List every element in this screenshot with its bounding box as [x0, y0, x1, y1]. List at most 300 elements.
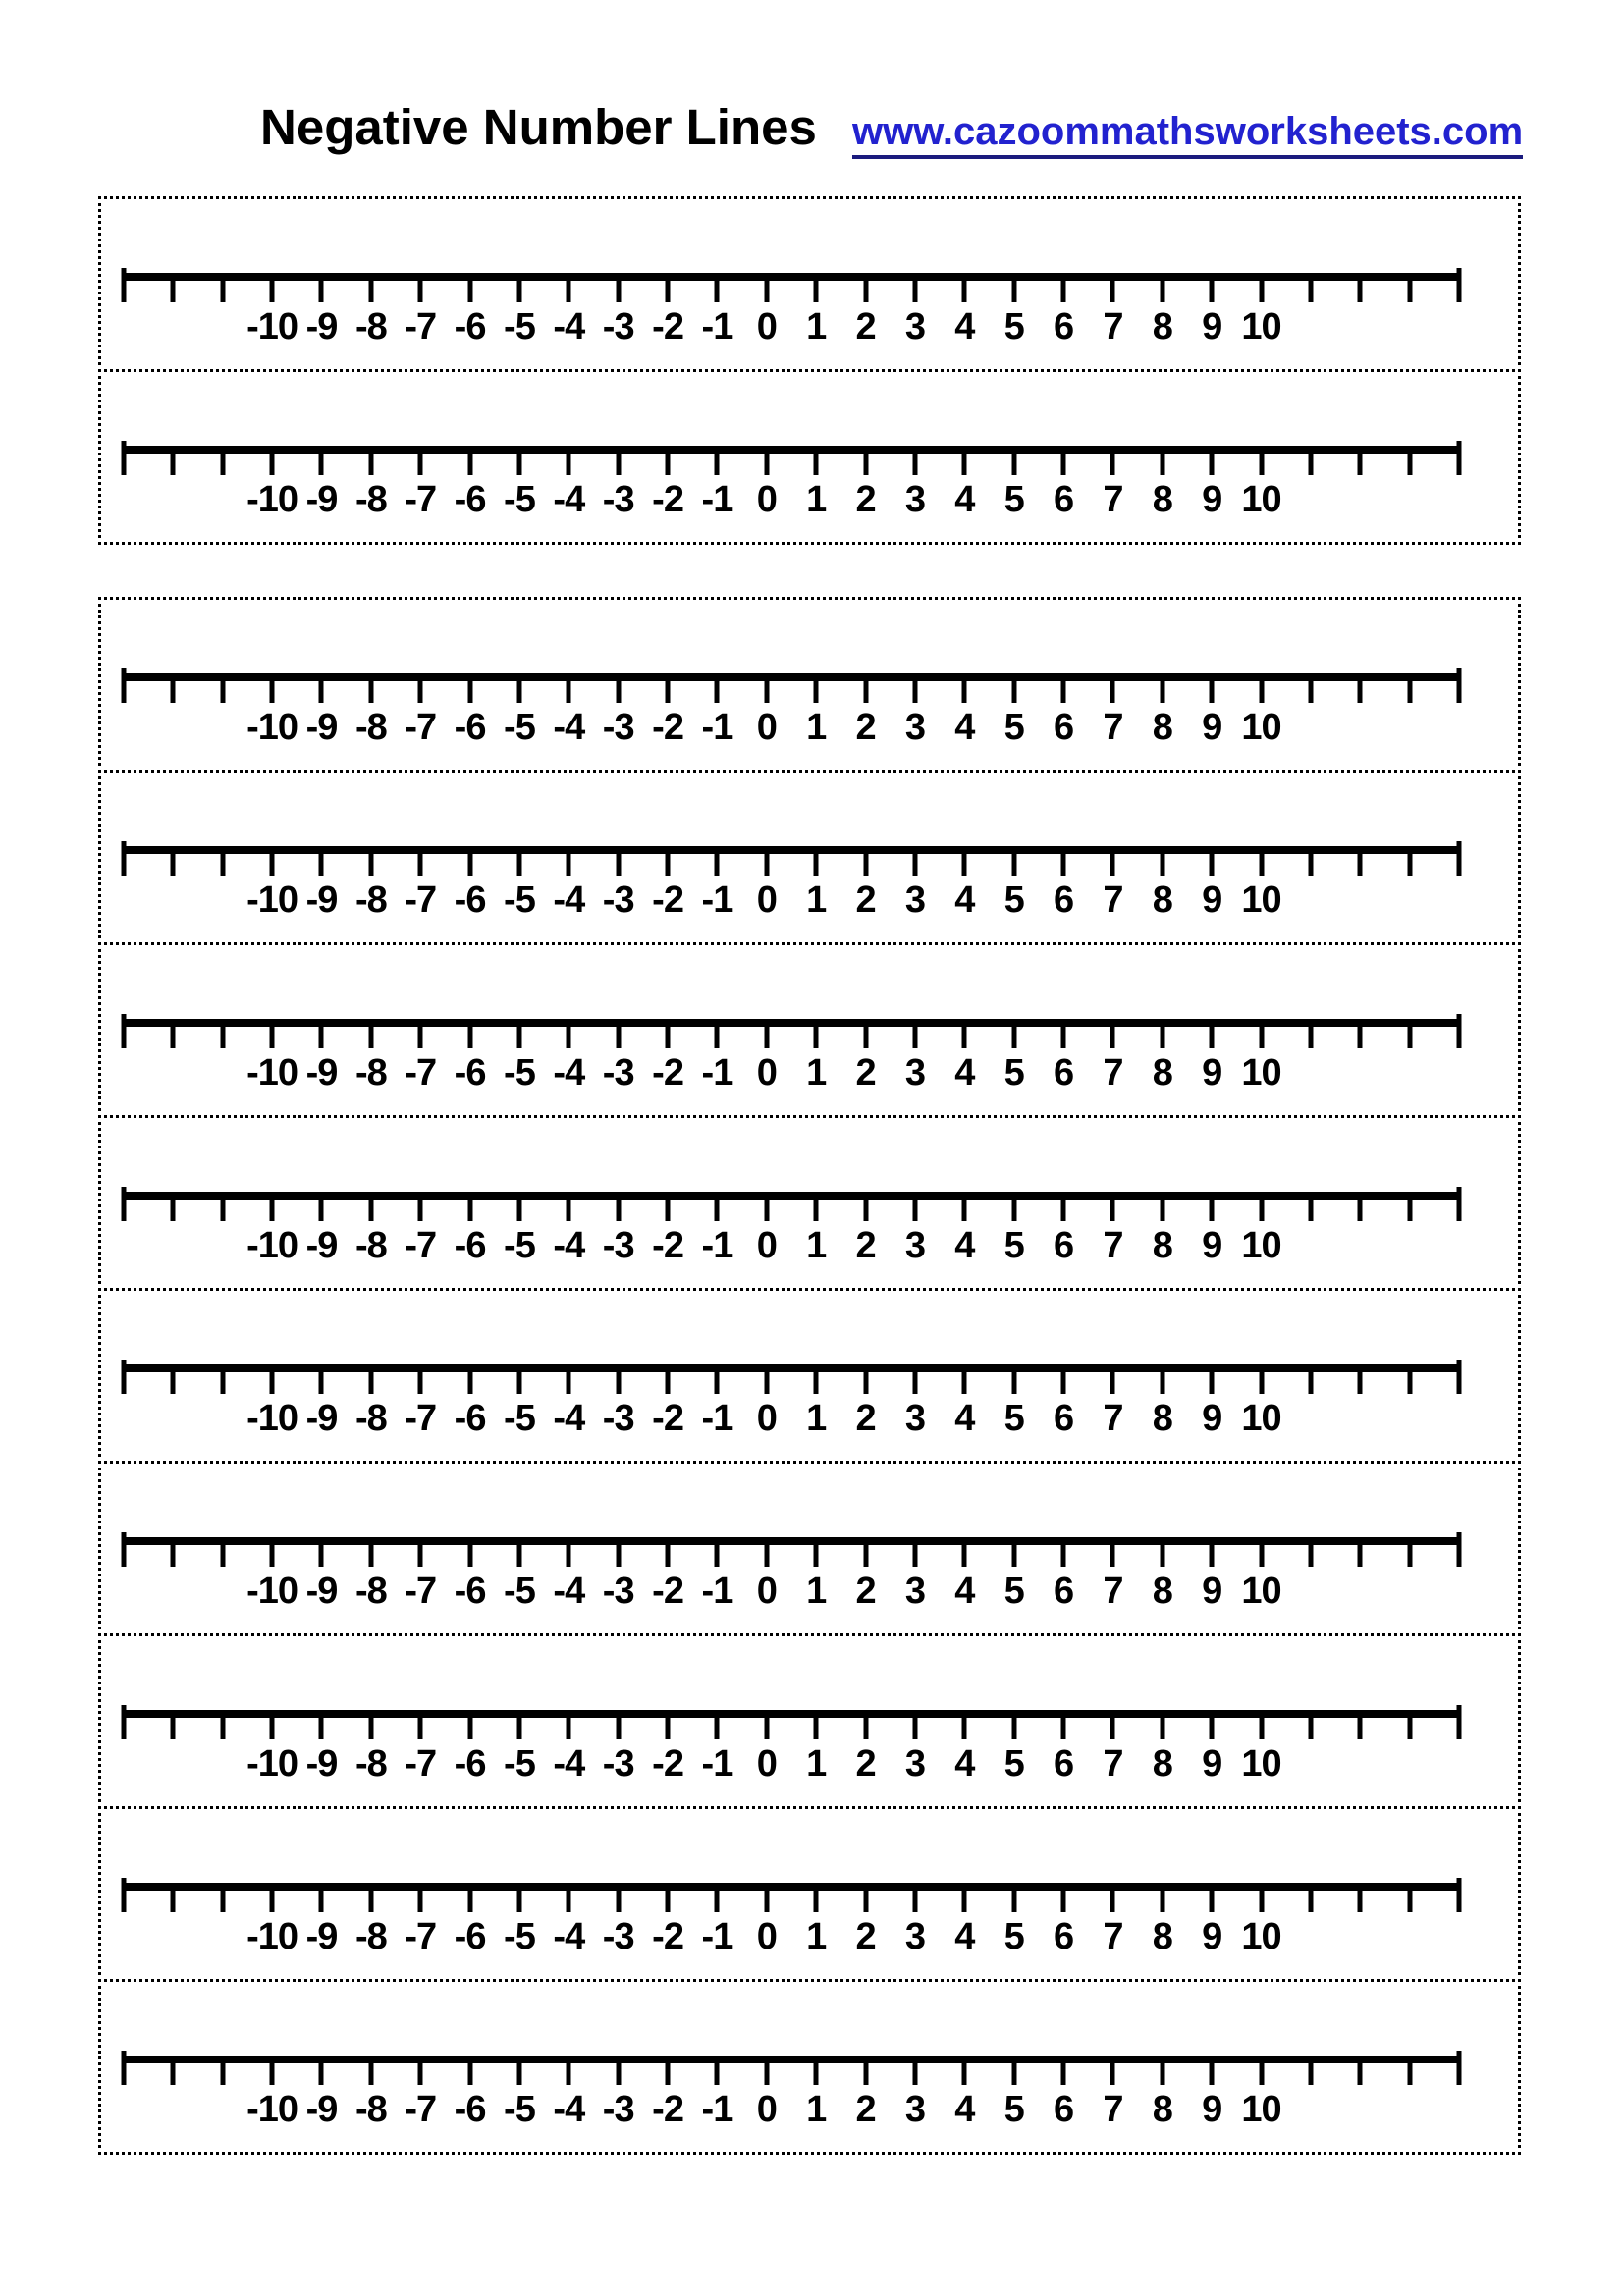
tick-mark: [715, 1883, 720, 1912]
tick-mark: [567, 1710, 571, 1739]
tick-mark: [220, 673, 225, 703]
tick-mark: [1457, 1705, 1462, 1739]
tick-mark: [666, 2056, 671, 2085]
tick-mark: [1259, 1364, 1264, 1394]
tick-label: 10: [1241, 1052, 1281, 1094]
tick-mark: [1407, 273, 1412, 302]
tick-mark: [467, 1019, 472, 1048]
tick-label: 3: [904, 306, 925, 347]
tick-mark: [863, 273, 868, 302]
tick-label: -5: [504, 1052, 535, 1094]
tick-label: 9: [1202, 1743, 1222, 1785]
tick-label: -9: [305, 2089, 338, 2130]
numberline-box: [98, 1461, 1521, 1636]
tick-mark: [220, 446, 225, 475]
tick-label: 2: [855, 1398, 876, 1439]
tick-mark: [1407, 1192, 1412, 1221]
tick-label: 8: [1152, 1225, 1172, 1266]
tick-mark: [1358, 273, 1363, 302]
tick-mark: [616, 1537, 621, 1567]
tick-mark: [319, 1019, 324, 1048]
tick-mark: [270, 1537, 275, 1567]
tick-mark: [1407, 1710, 1412, 1739]
tick-label: -1: [701, 1743, 733, 1785]
tick-mark: [715, 1364, 720, 1394]
tick-mark: [1308, 1019, 1313, 1048]
tick-label: -8: [354, 880, 387, 921]
tick-label: 1: [806, 707, 827, 748]
tick-mark: [516, 673, 521, 703]
tick-mark: [1259, 1883, 1264, 1912]
tick-mark: [270, 1019, 275, 1048]
tick-mark: [171, 1537, 176, 1567]
tick-mark: [715, 1537, 720, 1567]
tick-label: 7: [1103, 1743, 1123, 1785]
tick-label: 8: [1152, 1571, 1172, 1612]
tick-mark: [171, 2056, 176, 2085]
tick-mark: [764, 846, 769, 876]
tick-mark: [814, 673, 819, 703]
tick-mark: [1160, 1710, 1164, 1739]
tick-label: 4: [954, 1571, 975, 1612]
tick-mark: [912, 2056, 917, 2085]
tick-mark: [171, 846, 176, 876]
tick-mark: [418, 673, 423, 703]
tick-label: -6: [454, 479, 486, 520]
tick-label: -3: [602, 2089, 634, 2130]
tick-mark: [1160, 1883, 1164, 1912]
tick-mark: [1407, 2056, 1412, 2085]
tick-mark: [1358, 673, 1363, 703]
tick-mark: [666, 1883, 671, 1912]
number-line: [124, 666, 1459, 754]
tick-label: 4: [954, 306, 975, 347]
tick-label: -4: [553, 880, 585, 921]
tick-mark: [666, 1364, 671, 1394]
tick-label: -8: [354, 479, 387, 520]
tick-label: -3: [602, 880, 634, 921]
tick-label: 2: [855, 1052, 876, 1094]
tick-mark: [1061, 446, 1066, 475]
tick-mark: [666, 673, 671, 703]
tick-label: -8: [354, 306, 387, 347]
tick-label: 4: [954, 479, 975, 520]
tick-label: 5: [1003, 1916, 1024, 1957]
tick-mark: [764, 673, 769, 703]
tick-label: -4: [553, 479, 585, 520]
tick-mark: [171, 1192, 176, 1221]
tick-label: 3: [904, 1916, 925, 1957]
tick-mark: [764, 1537, 769, 1567]
tick-label: -4: [553, 707, 585, 748]
tick-mark: [220, 1019, 225, 1048]
tick-label: 5: [1003, 1225, 1024, 1266]
tick-mark: [863, 673, 868, 703]
tick-mark: [715, 273, 720, 302]
tick-mark: [1308, 673, 1313, 703]
tick-label: -7: [405, 479, 437, 520]
numberline-box: [98, 1115, 1521, 1291]
tick-label: 6: [1053, 479, 1074, 520]
tick-label: -9: [305, 707, 338, 748]
tick-mark: [220, 1537, 225, 1567]
tick-label: 9: [1202, 1398, 1222, 1439]
tick-label: 1: [806, 1571, 827, 1612]
tick-label: -10: [246, 1398, 298, 1439]
tick-mark: [418, 846, 423, 876]
tick-mark: [1011, 1019, 1016, 1048]
tick-label: -1: [701, 1916, 733, 1957]
tick-label: 5: [1003, 1398, 1024, 1439]
tick-label: 4: [954, 1225, 975, 1266]
tick-mark: [1358, 1019, 1363, 1048]
tick-mark: [616, 673, 621, 703]
tick-label: -10: [246, 1052, 298, 1094]
tick-mark: [962, 1710, 967, 1739]
tick-mark: [171, 1364, 176, 1394]
tick-mark: [171, 1883, 176, 1912]
tick-label: -1: [701, 479, 733, 520]
tick-mark: [220, 273, 225, 302]
tick-label: -1: [701, 707, 733, 748]
tick-label: 10: [1241, 1916, 1281, 1957]
tick-label: -4: [553, 306, 585, 347]
tick-mark: [1061, 1537, 1066, 1567]
tick-label: -8: [354, 1398, 387, 1439]
tick-mark: [1358, 1537, 1363, 1567]
tick-label: 2: [855, 1571, 876, 1612]
tick-mark: [814, 846, 819, 876]
tick-mark: [764, 1192, 769, 1221]
tick-mark: [1160, 1019, 1164, 1048]
tick-mark: [1210, 273, 1215, 302]
tick-label: -6: [454, 707, 486, 748]
tick-mark: [516, 1537, 521, 1567]
tick-mark: [715, 1019, 720, 1048]
tick-mark: [171, 446, 176, 475]
tick-mark: [567, 1537, 571, 1567]
tick-mark: [270, 1192, 275, 1221]
tick-mark: [171, 673, 176, 703]
tick-label: 0: [756, 2089, 777, 2130]
tick-mark: [220, 846, 225, 876]
tick-label: -3: [602, 479, 634, 520]
tick-mark: [764, 1364, 769, 1394]
tick-mark: [715, 446, 720, 475]
tick-mark: [715, 1192, 720, 1221]
tick-mark: [1308, 1364, 1313, 1394]
tick-label: 8: [1152, 1743, 1172, 1785]
tick-label: -5: [504, 1225, 535, 1266]
tick-label: -9: [305, 1571, 338, 1612]
tick-mark: [814, 1710, 819, 1739]
tick-label: -3: [602, 306, 634, 347]
tick-mark: [1407, 1364, 1412, 1394]
tick-label: -10: [246, 1743, 298, 1785]
tick-label: 7: [1103, 306, 1123, 347]
tick-mark: [1160, 846, 1164, 876]
tick-label: -5: [504, 1398, 535, 1439]
tick-mark: [912, 1537, 917, 1567]
numberline-box: [98, 1979, 1521, 2155]
tick-label: -5: [504, 707, 535, 748]
tick-mark: [814, 1537, 819, 1567]
tick-label: 10: [1241, 707, 1281, 748]
tick-mark: [1457, 2051, 1462, 2085]
tick-mark: [912, 1019, 917, 1048]
number-line: [124, 1357, 1459, 1445]
tick-label: 8: [1152, 306, 1172, 347]
tick-mark: [1457, 1360, 1462, 1394]
tick-mark: [122, 841, 127, 876]
tick-label: -7: [405, 2089, 437, 2130]
tick-label: -3: [602, 1571, 634, 1612]
tick-mark: [666, 1537, 671, 1567]
tick-label: 10: [1241, 1398, 1281, 1439]
tick-label: 5: [1003, 1052, 1024, 1094]
tick-mark: [567, 1364, 571, 1394]
tick-mark: [616, 446, 621, 475]
tick-mark: [418, 1710, 423, 1739]
tick-mark: [418, 1364, 423, 1394]
tick-mark: [516, 2056, 521, 2085]
tick-label: -5: [504, 479, 535, 520]
tick-mark: [319, 1364, 324, 1394]
tick-label: 0: [756, 1225, 777, 1266]
tick-label: -5: [504, 2089, 535, 2130]
tick-mark: [220, 1883, 225, 1912]
tick-label: -8: [354, 1052, 387, 1094]
tick-label: 8: [1152, 1398, 1172, 1439]
tick-mark: [1308, 446, 1313, 475]
tick-label: 3: [904, 1225, 925, 1266]
tick-mark: [616, 1364, 621, 1394]
tick-mark: [1061, 1883, 1066, 1912]
tick-mark: [319, 446, 324, 475]
tick-mark: [220, 2056, 225, 2085]
tick-label: -6: [454, 1052, 486, 1094]
tick-mark: [516, 1710, 521, 1739]
tick-mark: [1358, 846, 1363, 876]
tick-mark: [122, 1532, 127, 1567]
tick-mark: [1259, 1537, 1264, 1567]
tick-mark: [122, 2051, 127, 2085]
tick-label: 1: [806, 2089, 827, 2130]
tick-mark: [368, 673, 373, 703]
tick-mark: [666, 1019, 671, 1048]
tick-mark: [1011, 1192, 1016, 1221]
tick-label: 7: [1103, 1571, 1123, 1612]
tick-mark: [567, 273, 571, 302]
numberline-box: [98, 1288, 1521, 1464]
tick-mark: [962, 1019, 967, 1048]
tick-mark: [715, 2056, 720, 2085]
tick-label: 10: [1241, 1225, 1281, 1266]
tick-label: -9: [305, 479, 338, 520]
tick-mark: [666, 273, 671, 302]
tick-mark: [1061, 846, 1066, 876]
tick-mark: [1259, 2056, 1264, 2085]
tick-label: 6: [1053, 707, 1074, 748]
tick-mark: [1407, 673, 1412, 703]
tick-label: 9: [1202, 880, 1222, 921]
tick-mark: [122, 668, 127, 703]
number-line: [124, 1184, 1459, 1272]
tick-label: 2: [855, 1743, 876, 1785]
tick-label: -8: [354, 1916, 387, 1957]
tick-label: -8: [354, 2089, 387, 2130]
tick-label: -7: [405, 1225, 437, 1266]
tick-mark: [962, 1192, 967, 1221]
tick-mark: [467, 1364, 472, 1394]
tick-label: -9: [305, 880, 338, 921]
tick-label: 3: [904, 707, 925, 748]
tick-mark: [319, 673, 324, 703]
tick-mark: [171, 273, 176, 302]
tick-label: 10: [1241, 880, 1281, 921]
tick-label: 3: [904, 1052, 925, 1094]
tick-mark: [863, 1019, 868, 1048]
tick-label: 8: [1152, 479, 1172, 520]
tick-label: -9: [305, 1916, 338, 1957]
tick-label: -4: [553, 1052, 585, 1094]
tick-mark: [1457, 841, 1462, 876]
tick-mark: [1160, 673, 1164, 703]
tick-label: -7: [405, 1571, 437, 1612]
tick-label: 8: [1152, 707, 1172, 748]
tick-mark: [1210, 1192, 1215, 1221]
tick-mark: [467, 1537, 472, 1567]
tick-label: -10: [246, 306, 298, 347]
tick-label: -2: [652, 2089, 683, 2130]
tick-mark: [467, 1883, 472, 1912]
tick-mark: [567, 1019, 571, 1048]
tick-mark: [1061, 673, 1066, 703]
tick-mark: [368, 1710, 373, 1739]
tick-label: -3: [602, 707, 634, 748]
tick-label: 0: [756, 479, 777, 520]
tick-label: -6: [454, 1916, 486, 1957]
tick-label: 2: [855, 2089, 876, 2130]
tick-mark: [666, 1710, 671, 1739]
tick-label: 1: [806, 479, 827, 520]
tick-label: -9: [305, 1398, 338, 1439]
tick-mark: [1358, 1364, 1363, 1394]
tick-mark: [1407, 1883, 1412, 1912]
tick-mark: [467, 1710, 472, 1739]
tick-label: -9: [305, 1743, 338, 1785]
tick-label: 9: [1202, 1571, 1222, 1612]
page-title: Negative Number Lines: [260, 99, 817, 155]
tick-mark: [616, 1883, 621, 1912]
tick-mark: [1011, 2056, 1016, 2085]
tick-mark: [368, 1019, 373, 1048]
tick-mark: [467, 2056, 472, 2085]
tick-label: 1: [806, 1916, 827, 1957]
website-link[interactable]: www.cazoommathsworksheets.com: [852, 112, 1523, 159]
tick-mark: [1308, 2056, 1313, 2085]
tick-mark: [516, 1192, 521, 1221]
tick-label: 3: [904, 880, 925, 921]
numberline-box: [98, 1806, 1521, 1982]
tick-mark: [1308, 846, 1313, 876]
tick-mark: [1110, 446, 1115, 475]
tick-label: 6: [1053, 1743, 1074, 1785]
tick-label: 8: [1152, 1052, 1172, 1094]
tick-label: -4: [553, 1571, 585, 1612]
tick-mark: [467, 273, 472, 302]
tick-label: -2: [652, 1225, 683, 1266]
tick-mark: [418, 1019, 423, 1048]
tick-label: 6: [1053, 1571, 1074, 1612]
tick-label: 8: [1152, 1916, 1172, 1957]
tick-label: 6: [1053, 1916, 1074, 1957]
tick-mark: [368, 1364, 373, 1394]
tick-mark: [1457, 1014, 1462, 1048]
tick-mark: [616, 846, 621, 876]
tick-mark: [912, 673, 917, 703]
tick-label: 10: [1241, 1571, 1281, 1612]
tick-label: 4: [954, 1916, 975, 1957]
tick-label: 4: [954, 1052, 975, 1094]
tick-mark: [122, 1187, 127, 1221]
tick-mark: [962, 446, 967, 475]
tick-mark: [814, 1192, 819, 1221]
tick-mark: [220, 1364, 225, 1394]
tick-mark: [1110, 846, 1115, 876]
tick-label: -6: [454, 306, 486, 347]
tick-mark: [962, 273, 967, 302]
tick-mark: [814, 446, 819, 475]
tick-mark: [1160, 273, 1164, 302]
tick-label: -2: [652, 1571, 683, 1612]
tick-mark: [1160, 446, 1164, 475]
tick-label: -1: [701, 1398, 733, 1439]
tick-mark: [1259, 1019, 1264, 1048]
tick-mark: [270, 446, 275, 475]
tick-mark: [1259, 846, 1264, 876]
tick-mark: [467, 673, 472, 703]
tick-label: -2: [652, 1743, 683, 1785]
tick-mark: [1160, 1192, 1164, 1221]
tick-mark: [467, 446, 472, 475]
tick-mark: [1110, 1710, 1115, 1739]
tick-label: -10: [246, 479, 298, 520]
numberline-box: [98, 770, 1521, 945]
tick-mark: [1110, 1364, 1115, 1394]
number-line: [124, 2048, 1459, 2136]
tick-mark: [814, 1883, 819, 1912]
tick-label: -10: [246, 707, 298, 748]
tick-mark: [863, 1710, 868, 1739]
tick-label: 0: [756, 880, 777, 921]
tick-mark: [616, 273, 621, 302]
tick-label: 1: [806, 306, 827, 347]
number-line: [124, 438, 1459, 526]
tick-mark: [863, 1192, 868, 1221]
tick-mark: [814, 1364, 819, 1394]
tick-label: 6: [1053, 1225, 1074, 1266]
tick-label: -9: [305, 306, 338, 347]
tick-label: -8: [354, 707, 387, 748]
tick-mark: [1210, 1019, 1215, 1048]
tick-label: 6: [1053, 306, 1074, 347]
tick-mark: [1407, 1019, 1412, 1048]
tick-label: 2: [855, 479, 876, 520]
tick-label: -10: [246, 1916, 298, 1957]
tick-mark: [1407, 446, 1412, 475]
tick-mark: [912, 1710, 917, 1739]
